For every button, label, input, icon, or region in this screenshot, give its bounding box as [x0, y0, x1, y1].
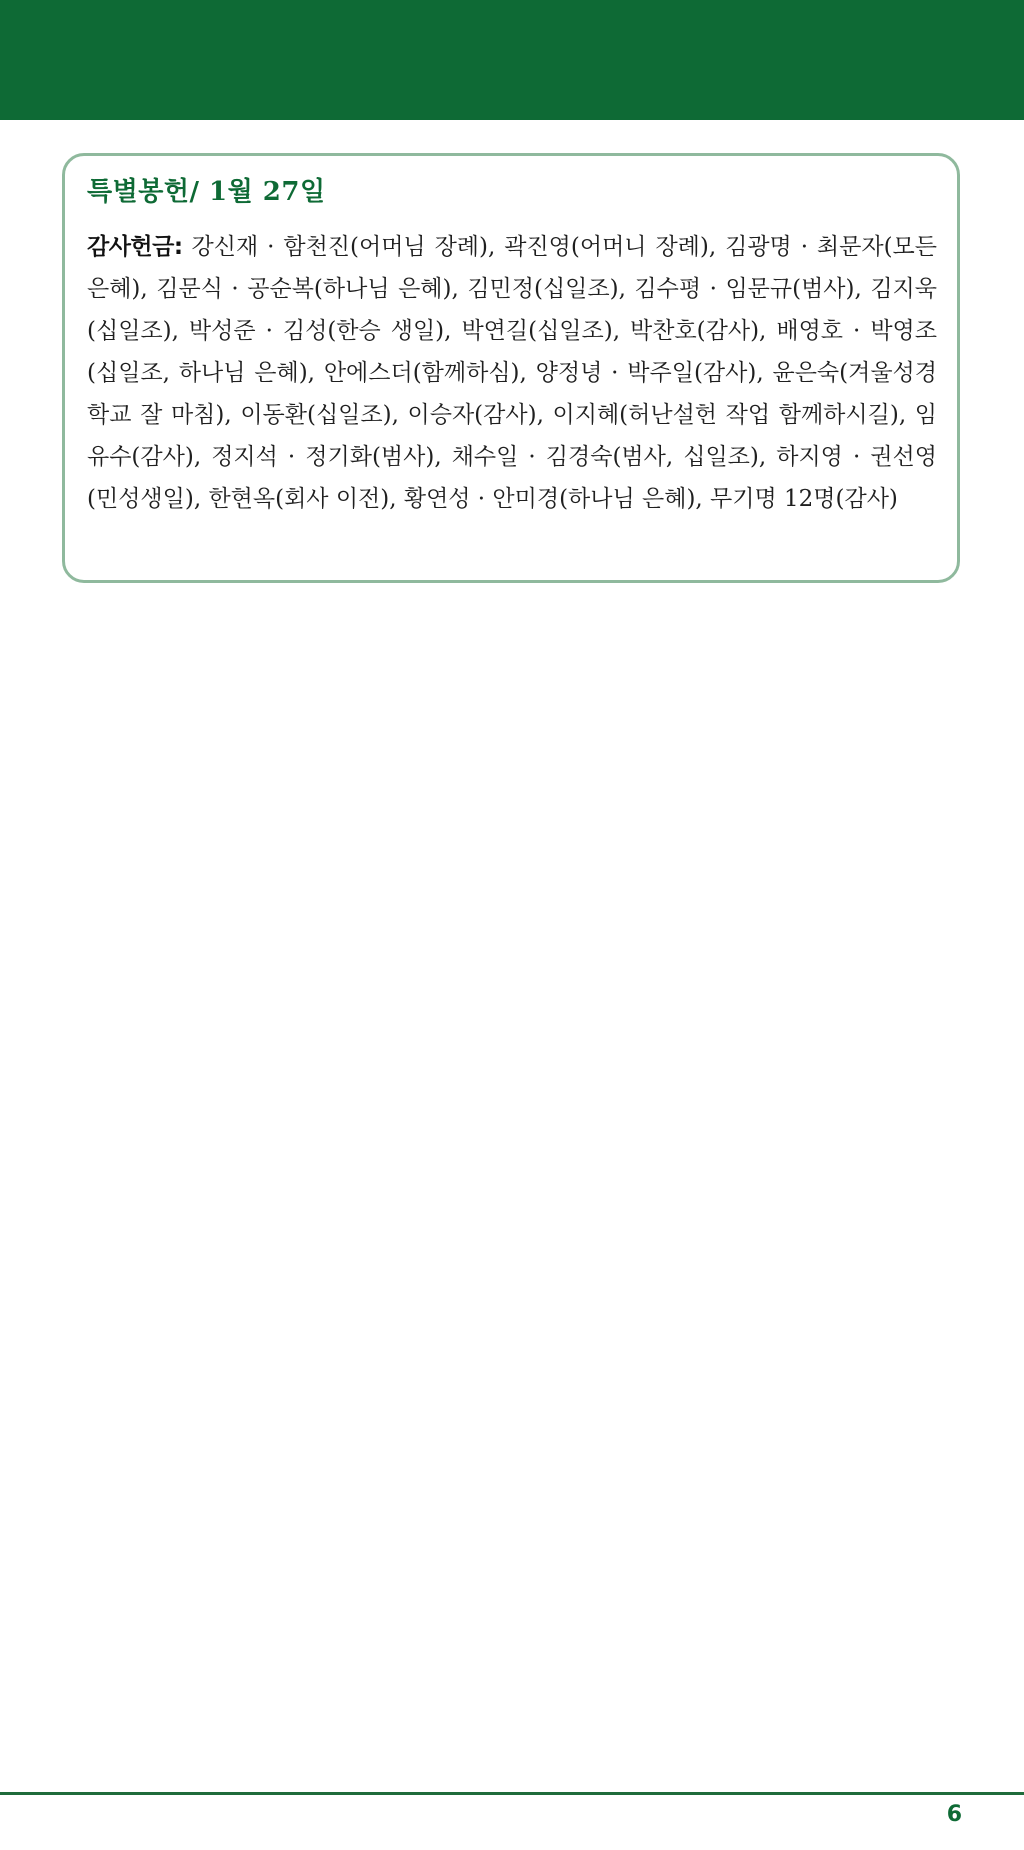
offering-names: 강신재 · 함천진(어머님 장례), 곽진영(어머니 장례), 김광명 · 최문자(모든 은혜), 김문식 · 공순복(하나님 은혜), 김민정(십일조), 김수평 · 임문규(범사), 김지욱(십일조), 박성준 · 김성(한승 생일), 박연길(십일조), 박찬호(감사), 배영호 · 박영조(십일조, 하나님 은혜), 안에스더(함께하심), 양정녕 · 박주일(감사), 윤은숙(겨울성경학교 잘 마침), 이동환(십일조), 이승자(감사), 이지혜(허난설헌 작업 함께하시길), 임유수(감사), 정지석 · 정기화(범사), 채수일 · 김경숙(범사, 십일조), 하지영 · 권선영(민성생일), 한현옥(회사 이전), 황연성 · 안미경(하나님 은혜), 무기명 12명(감사)	[87, 234, 937, 512]
offering-label: 감사헌금:	[87, 234, 183, 260]
offering-text	[87, 226, 937, 520]
header-band	[0, 0, 1024, 120]
special-offering-card	[62, 153, 960, 583]
section-title: 특별봉헌/ 1월 27일	[87, 177, 326, 207]
page-number: 6	[946, 1802, 962, 1827]
footer-rule	[0, 1792, 1024, 1795]
